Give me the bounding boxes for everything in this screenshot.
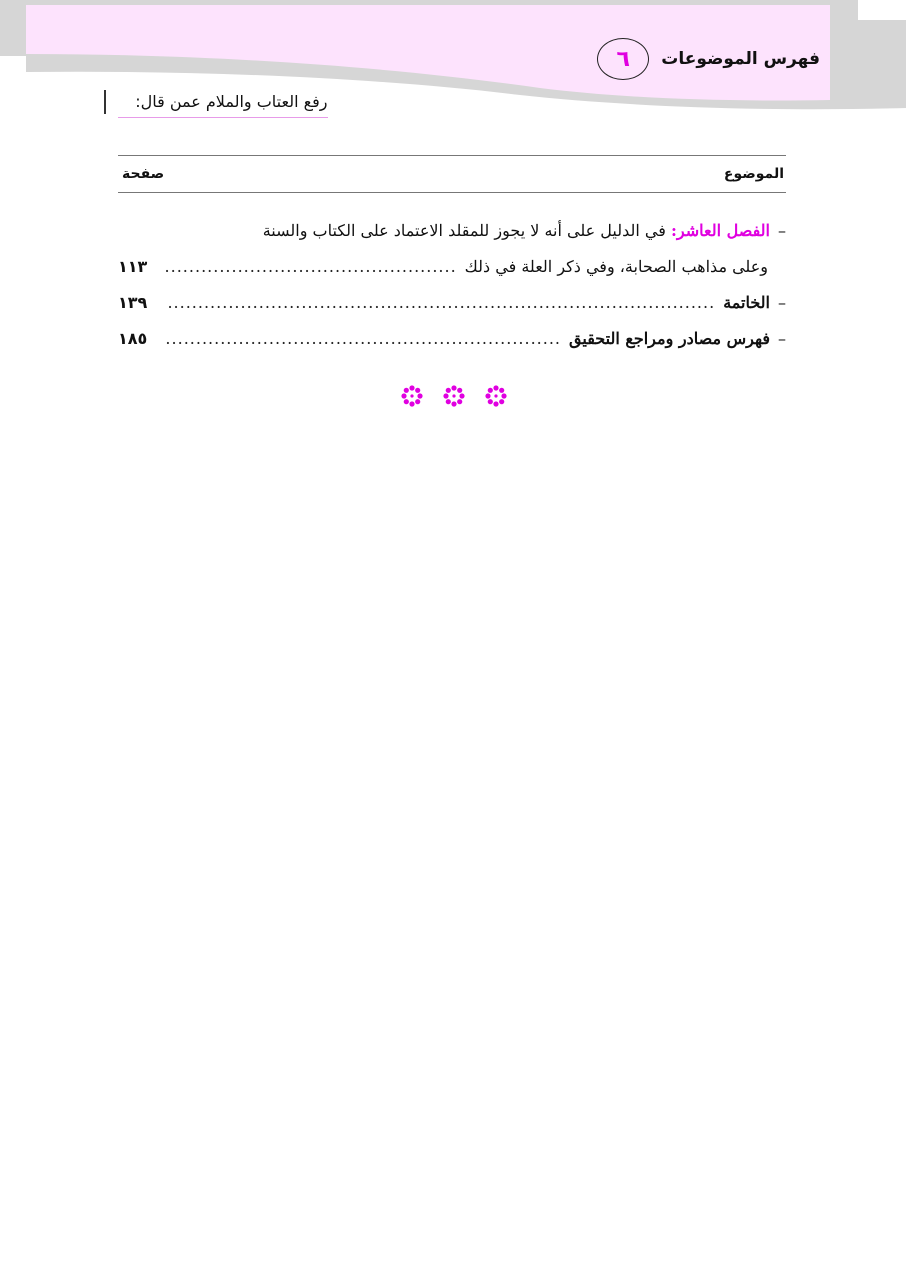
toc-entry-sources-index[interactable] [118,321,786,357]
flower-icon [442,384,466,408]
toc-header-row [118,155,786,193]
toc-column-page: صفحة [122,166,165,182]
section-title: فهرس الموضوعات [661,49,820,69]
subtitle-divider [104,90,106,114]
page-number-entry: ١١٣ [118,257,148,276]
page-number: ٦ [616,46,630,72]
running-header [597,38,820,80]
entry-label: فهرس مصادر ومراجع التحقيق [569,329,770,348]
entry-dash: – [778,293,786,312]
entry-dash: – [778,221,786,240]
entry-text-line1: في الدليل على أنه لا يجوز للمقلد الاعتماد على الكتاب والسنة [262,221,666,240]
page-number-entry: ١٨٥ [118,329,148,348]
table-of-contents [118,155,786,357]
dot-leader [166,321,561,357]
entry-label: الخاتمة [723,293,770,312]
entry-dash: – [778,329,786,348]
toc-entry-conclusion[interactable] [118,285,786,321]
chapter-label: الفصل العاشر: [670,221,770,240]
toc-entries [118,213,786,357]
toc-entry-chapter-10[interactable] [118,213,786,249]
section-end-ornaments [400,384,508,408]
toc-entry-chapter-10-continued[interactable] [118,249,786,285]
book-subtitle: رفع العتاب والملام عمن قال: [118,92,328,118]
dot-leader [166,285,715,321]
flower-icon [400,384,424,408]
dot-leader [166,249,457,285]
toc-column-topic: الموضوع [723,166,784,182]
subtitle-block [104,92,328,118]
flower-icon [484,384,508,408]
entry-text-line2: وعلى مذاهب الصحابة، وفي ذكر العلة في ذلك [464,257,768,276]
page-number-badge [597,38,649,80]
page-number-entry: ١٣٩ [118,293,148,312]
